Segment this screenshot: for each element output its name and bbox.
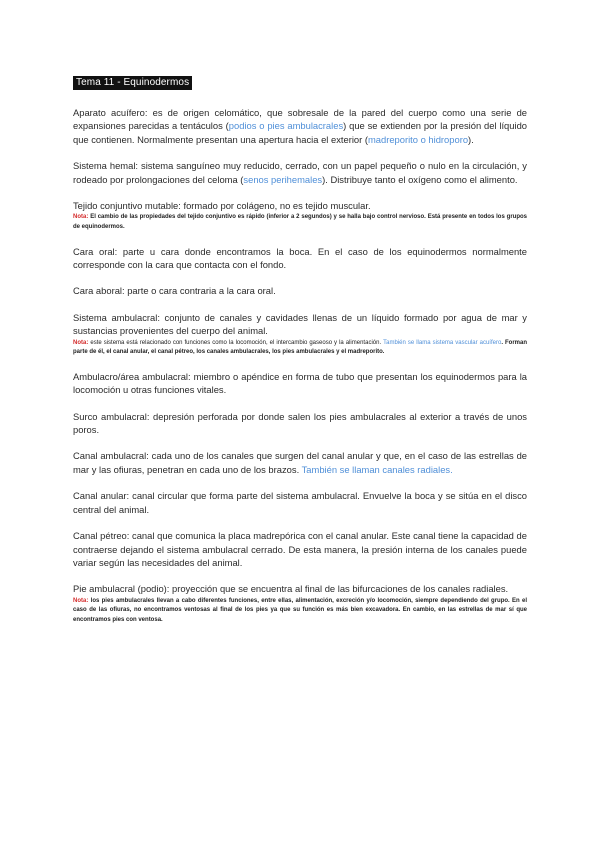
paragraph-tejido-conjuntivo: Tejido conjuntivo mutable: formado por colágeno, no es tejido muscular. <box>73 200 371 212</box>
paragraph-surco-ambulacral: Surco ambulacral: depresión perforada por donde salen los pies ambulacrales al exterior a través de unos poros. <box>73 410 527 436</box>
text-run: Sistema hemal: sistema sanguíneo muy reducido, cerrado, con un papel pequeño o nulo en la circulación, y rodeado por prolongaciones del celoma ( <box>73 160 527 185</box>
note-text: los pies ambulacrales llevan a cabo diferentes funciones, entre ellas, alimentación, excreción y/o locomoción, siempre dependiendo del grupo. En el caso de las ofiuras, no encontramos ventosas al final de los pies ya que su función es más bien excavadora. En cambio, en las estrellas de mar sí que encontramos pies con ventosa. <box>73 597 527 623</box>
note-ambulacral <box>73 339 527 358</box>
page-title: Tema 11 - Equinodermos <box>73 76 192 90</box>
note-pie <box>73 597 527 626</box>
highlight-canales-radiales: También se llaman canales radiales. <box>301 463 453 475</box>
note-label: Nota: <box>73 339 89 346</box>
note-label: Nota: <box>73 597 89 604</box>
note-text: . Forman parte de él, el canal anular, el canal pétreo, los canales ambulacrales, los pies ambulacrales y el madreporito. <box>73 339 528 356</box>
paragraph-cara-aboral: Cara aboral: parte o cara contraria a la cara oral. <box>73 285 276 297</box>
highlight-vascular: También se llama sistema vascular acuífero <box>383 339 502 346</box>
paragraph-sistema-ambulacral: Sistema ambulacral: conjunto de canales y cavidades llenas de un líquido formado por agua de mar y sustancias provenientes del cuerpo del animal. <box>73 311 527 337</box>
paragraph-canal-petreo: Canal pétreo: canal que comunica la placa madrepórica con el canal anular. Este canal tiene la capacidad de contraerse dejando el sistema ambulacral cerrado. De esta manera, la presión interna de los canales puede variar según las necesidades del animal. <box>73 530 527 568</box>
note-label: Nota: <box>73 214 89 221</box>
text-run: ). <box>468 133 474 145</box>
paragraph-sistema-hemal <box>73 159 527 186</box>
paragraph-pie-ambulacral: Pie ambulacral (podio): proyección que se encuentra al final de las bifurcaciones de los canales radiales. <box>73 583 509 595</box>
text-run: Aparato acuífero: es de origen celomático, que sobresale de la pared del cuerpo como una serie de expansiones parecidas a tentáculos ( <box>73 107 527 132</box>
block-sistema-ambulacral <box>73 311 527 358</box>
block-tejido-conjuntivo <box>73 199 527 233</box>
paragraph-cara-oral: Cara oral: parte u cara donde encontramos la boca. En el caso de los equinodermos normalmente corresponde con la cara que contacta con el fondo. <box>73 245 527 271</box>
block-pie-ambulacral <box>73 582 527 625</box>
text-run: ). Distribuye tanto el oxígeno como el alimento. <box>322 173 518 185</box>
paragraph-area-ambulacral: Ambulacro/área ambulacral: miembro o apéndice en forma de tubo que presentan los equinodermos para la locomoción u otras funciones vitales. <box>73 370 527 396</box>
highlight-madreporito: madreporito o hidroporo <box>367 133 469 145</box>
paragraph-canal-anular: Canal anular: canal circular que forma parte del sistema ambulacral. Envuelve la boca y se sitúa en el disco central del animal. <box>73 490 527 515</box>
text-run: Canal ambulacral: cada uno de los canales que surgen del canal anular y que, en el caso de las estrellas de mar y las ofiuras, penetran en cada uno de los brazos. <box>73 450 527 475</box>
paragraph-aparato-acuifero <box>73 106 527 146</box>
highlight-senos: senos perihemales <box>243 173 323 185</box>
paragraph-canal-ambulacral <box>73 449 527 476</box>
note-text: El cambio de las propiedades del tejido conjuntivo es rápido (inferior a 2 segundos) y se halla bajo control nervioso. Está presente en todos los grupos de equinodermos. <box>73 214 527 231</box>
highlight-podios: podios o pies ambulacrales <box>228 120 344 132</box>
document-page <box>73 72 527 638</box>
text-run: ) que se extienden por la presión del líquido que contienen. Normalmente presentan una apertura hacia el exterior ( <box>73 120 527 145</box>
note-text: este sistema está relacionado con funciones como la locomoción, el intercambio gaseoso y la alimentación. <box>88 339 382 346</box>
note-tejido <box>73 213 527 232</box>
